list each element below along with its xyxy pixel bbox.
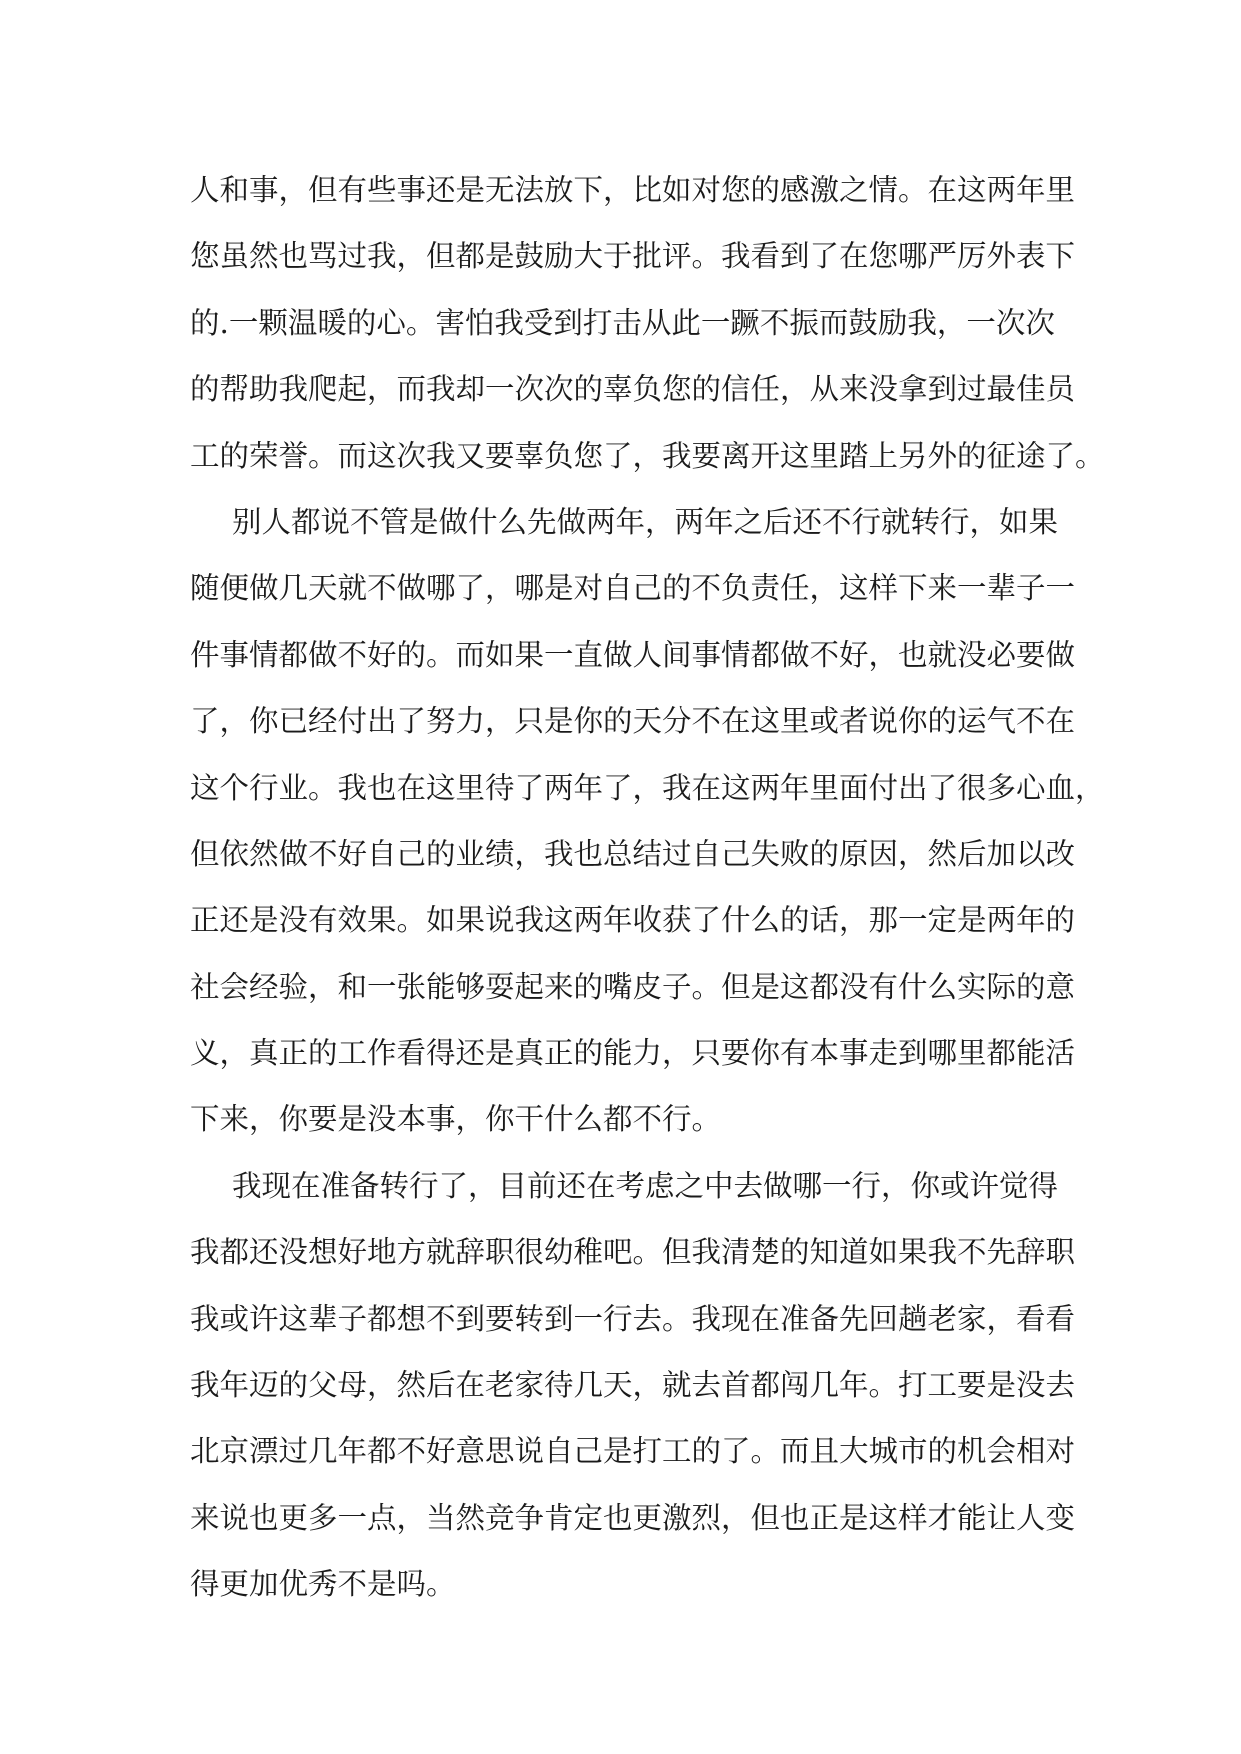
text-line: 这个行业。我也在这里待了两年了，我在这两年里面付出了很多心血， xyxy=(190,770,1105,805)
text-line: 我或许这辈子都想不到要转到一行去。我现在准备先回趟老家，看看 xyxy=(190,1301,1076,1336)
text-line: 工的荣誉。而这次我又要辜负您了，我要离开这里踏上另外的征途了。 xyxy=(190,438,1105,473)
text-line: 了，你已经付出了努力，只是你的天分不在这里或者说你的运气不在 xyxy=(190,704,1076,739)
paragraph-1 xyxy=(190,157,1105,489)
paragraph-3 xyxy=(190,1153,1076,1618)
text-line: 别人都说不管是做什么先做两年，两年之后还不行就转行，如果 xyxy=(232,504,1059,539)
text-line: 我现在准备转行了，目前还在考虑之中去做哪一行，你或许觉得 xyxy=(232,1168,1059,1203)
text-line: 社会经验，和一张能够耍起来的嘴皮子。但是这都没有什么实际的意 xyxy=(190,969,1076,1004)
paragraph-2 xyxy=(190,489,1105,1153)
text-line: 但依然做不好自己的业绩，我也总结过自己失败的原因，然后加以改 xyxy=(190,836,1076,871)
text-line: 我年迈的父母，然后在老家待几天，就去首都闯几年。打工要是没去 xyxy=(190,1368,1076,1403)
text-line: 您虽然也骂过我，但都是鼓励大于批评。我看到了在您哪严厉外表下 xyxy=(190,239,1076,274)
text-line: 的帮助我爬起，而我却一次次的辜负您的信任，从来没拿到过最佳员 xyxy=(190,372,1076,407)
text-line: 随便做几天就不做哪了，哪是对自己的不负责任，这样下来一辈子一 xyxy=(190,571,1076,606)
text-line: 义，真正的工作看得还是真正的能力，只要你有本事走到哪里都能活 xyxy=(190,1036,1076,1071)
text-line: 的.一颗温暖的心。害怕我受到打击从此一蹶不振而鼓励我，一次次 xyxy=(190,305,1055,340)
text-line: 正还是没有效果。如果说我这两年收获了什么的话，那一定是两年的 xyxy=(190,903,1076,938)
text-line: 人和事，但有些事还是无法放下，比如对您的感激之情。在这两年里 xyxy=(190,173,1076,207)
text-line: 下来，你要是没本事，你干什么都不行。 xyxy=(190,1102,722,1137)
text-line: 我都还没想好地方就辞职很幼稚吧。但我清楚的知道如果我不先辞职 xyxy=(190,1235,1076,1270)
text-line: 得更加优秀不是吗。 xyxy=(190,1567,456,1602)
text-line: 北京漂过几年都不好意思说自己是打工的了。而且大城市的机会相对 xyxy=(190,1434,1076,1469)
text-line: 件事情都做不好的。而如果一直做人间事情都做不好，也就没必要做 xyxy=(190,637,1076,672)
body-text xyxy=(190,157,1105,1618)
text-line: 来说也更多一点，当然竞争肯定也更激烈，但也正是这样才能让人变 xyxy=(190,1500,1076,1535)
